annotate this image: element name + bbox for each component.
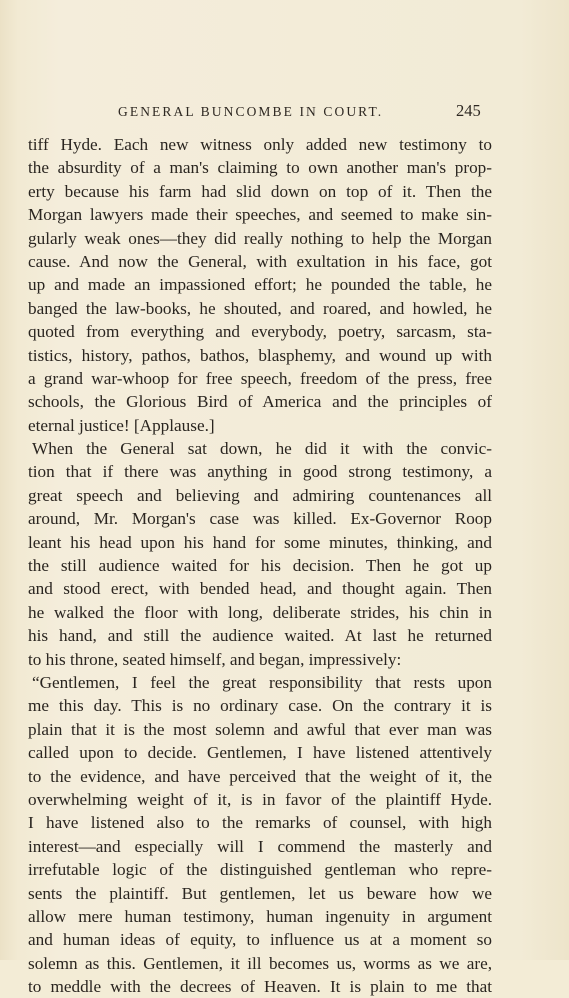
text-line: I have listened also to the remarks of counsel, with high — [28, 813, 492, 833]
text-line: erty because his farm had slid down on top of it. Then the — [28, 181, 492, 201]
text-line: called upon to decide. Gentlemen, I have listened attentively — [28, 743, 492, 763]
text-line: allow mere human testimony, human ingenuity in argument — [28, 906, 492, 926]
text-line: eternal justice! [Applause.] — [28, 415, 215, 435]
text-line: he walked the floor with long, deliberate strides, his chin in — [28, 602, 492, 622]
text-line: tiff Hyde. Each new witness only added new testimony to — [28, 135, 492, 154]
text-line: and human ideas of equity, to influence us at a moment so — [28, 930, 492, 950]
text-line: his hand, and still the audience waited. At last he returned — [28, 626, 492, 646]
text-line: Morgan lawyers made their speeches, and seemed to make sin- — [28, 205, 492, 225]
page-number: 245 — [456, 101, 481, 120]
text-line: gularly weak ones—they did really nothing to help the Morgan — [28, 228, 492, 248]
text-line: quoted from everything and everybody, poetry, sarcasm, sta- — [28, 322, 492, 342]
text-line: great speech and believing and admiring countenances all — [28, 485, 492, 505]
text-line: me this day. This is no ordinary case. On the contrary it is — [28, 696, 492, 716]
text-line: schools, the Glorious Bird of America and the principles of — [28, 392, 492, 412]
text-line: When the General sat down, he did it with the convic- — [32, 439, 492, 459]
running-head — [0, 101, 569, 126]
text-line: sents the plaintiff. But gentlemen, let us beware how we — [28, 883, 492, 903]
text-line: solemn as this. Gentlemen, it ill becomes us, worms as we are, — [28, 953, 492, 973]
text-line: to meddle with the decrees of Heaven. It is plain to me that — [28, 977, 492, 997]
text-line: the absurdity of a man's claiming to own another man's prop- — [28, 158, 492, 178]
running-title: GENERAL BUNCOMBE IN COURT. — [118, 104, 384, 119]
text-line: a grand war-whoop for free speech, freedom of the press, free — [28, 368, 492, 388]
text-line: to his throne, seated himself, and began, impressively: — [28, 649, 402, 669]
text-line: tion that if there was anything in good strong testimony, a — [28, 462, 492, 482]
text-line: overwhelming weight of it, is in favor of the plaintiff Hyde. — [28, 789, 492, 809]
text-line: and stood erect, with bended head, and thought again. Then — [28, 579, 492, 599]
body-text — [28, 133, 492, 998]
text-line: “Gentlemen, I feel the great responsibility that rests upon — [32, 672, 492, 692]
text-line: tistics, history, pathos, bathos, blasphemy, and wound up with — [28, 345, 492, 365]
text-line: irrefutable logic of the distinguished gentleman who repre- — [28, 860, 492, 880]
text-line: plain that it is the most solemn and awful that ever man was — [28, 719, 492, 739]
text-line: around, Mr. Morgan's case was killed. Ex-Governor Roop — [28, 509, 492, 529]
text-line: the still audience waited for his decision. Then he got up — [28, 556, 492, 576]
text-line: leant his head upon his hand for some minutes, thinking, and — [28, 532, 492, 552]
text-line: interest—and especially will I commend the masterly and — [28, 836, 492, 856]
text-line: up and made an impassioned effort; he pounded the table, he — [28, 275, 492, 295]
text-line: cause. And now the General, with exultation in his face, got — [28, 251, 492, 271]
text-line: to the evidence, and have perceived that the weight of it, the — [28, 766, 492, 786]
text-line: banged the law-books, he shouted, and roared, and howled, he — [28, 298, 492, 318]
